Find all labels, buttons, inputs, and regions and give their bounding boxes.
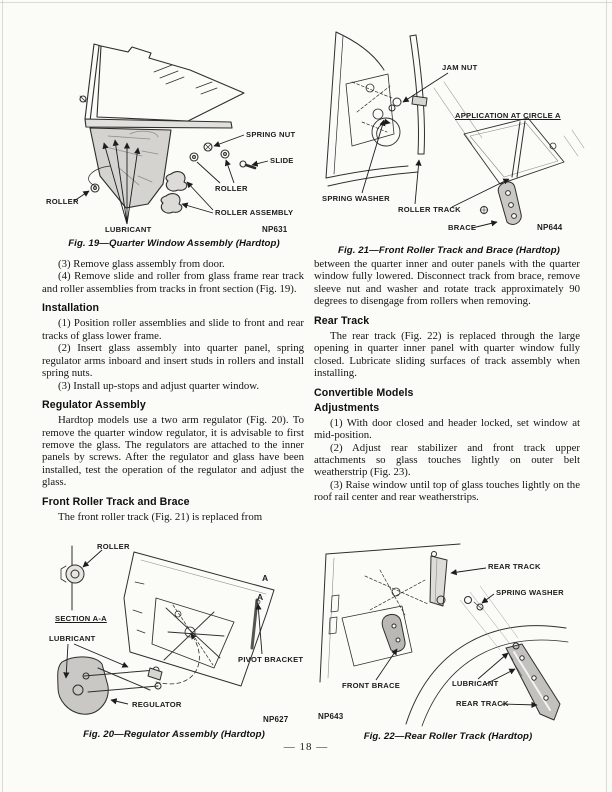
- figure-label: LUBRICANT: [105, 225, 152, 234]
- figure-label: ROLLER ASSEMBLY: [215, 208, 294, 217]
- paragraph: The front roller track (Fig. 21) is replaced from: [58, 510, 263, 523]
- figure-label: LUBRICANT: [49, 634, 96, 643]
- paragraph: (4) Remove slide and roller from glass frame rear track and roller assemblies from tracks in front section (Fig. 19).: [42, 270, 304, 295]
- figure-label: ROLLER: [97, 542, 130, 551]
- figure-label: PIVOT BRACKET: [238, 655, 304, 664]
- figure-label: REAR TRACK: [488, 562, 541, 571]
- paragraph: between the quarter inner and outer panels with the quarter window fully lowered. Disconnect track from brace, remove sleeve nut and washer and rotate track approximately 90 degrees to disengage from rollers when removing.: [314, 258, 580, 308]
- right-column: [314, 258, 580, 504]
- scan-edge-top: [0, 2, 612, 3]
- paragraph: (3) Install up-stops and adjust quarter window.: [58, 379, 260, 392]
- figure-label: ROLLER TRACK: [398, 205, 461, 214]
- paragraph: (2) Insert glass assembly into quarter panel, spring regulator arms inboard and insert studs in rollers and install spring nuts.: [42, 342, 304, 380]
- figure-label: FRONT BRACE: [342, 681, 401, 690]
- section-heading: Convertible Models: [314, 386, 414, 399]
- figure-20: [38, 540, 310, 742]
- paragraph: Hardtop models use a two arm regulator (Fig. 20). To remove the quarter window regulator, it is advisable to first remove the glass. The regulators are attached to the inner panels by screws. After the regulator and glass have been installed, test the operation of the regulator and adjust the glass.: [42, 414, 304, 489]
- figure-caption: Fig. 21—Front Roller Track and Brace (Hardtop): [338, 245, 560, 256]
- paragraph: (3) Raise window until top of glass touches lightly on the roof rail center and rear weatherstrips.: [314, 478, 580, 504]
- figure-label: SPRING WASHER: [496, 588, 564, 597]
- figure-code: NP643: [318, 712, 344, 721]
- figure-label: JAM NUT: [442, 63, 478, 72]
- scan-edge-left: [2, 0, 3, 792]
- figure-19: [38, 26, 310, 256]
- paragraph: (3) Remove glass assembly from door.: [58, 258, 225, 270]
- left-column: [42, 258, 304, 523]
- figure-label: LUBRICANT: [452, 679, 499, 688]
- scan-edge-right: [606, 0, 607, 792]
- figure-label: A: [257, 592, 264, 602]
- figure-label: REAR TRACK: [456, 699, 509, 708]
- figure-caption: Fig. 20—Regulator Assembly (Hardtop): [83, 729, 265, 740]
- figure-label: SLIDE: [270, 156, 294, 165]
- figure-label: BRACE: [448, 223, 477, 232]
- section-heading: Front Roller Track and Brace: [42, 495, 190, 508]
- paragraph: The rear track (Fig. 22) is replaced through the large opening in quarter inner panel with quarter window fully closed. Lubricate sliding surfaces of track assembly when installing.: [314, 329, 580, 380]
- figure-label: A: [262, 573, 269, 583]
- figure-caption: Fig. 19—Quarter Window Assembly (Hardtop): [68, 238, 280, 249]
- section-heading: Rear Track: [314, 314, 370, 327]
- paragraph: (1) With door closed and header locked, set window at mid-position.: [314, 416, 580, 442]
- paragraph: (1) Position roller assemblies and slide to front and rear tracks of glass lower frame.: [42, 317, 304, 342]
- section-heading: Installation: [42, 302, 100, 315]
- figure-caption: Fig. 22—Rear Roller Track (Hardtop): [363, 731, 533, 742]
- figure-label: SECTION A-A: [55, 614, 107, 623]
- figure-code: NP644: [537, 223, 563, 232]
- figure-22: [310, 540, 586, 742]
- figure-label: REGULATOR: [132, 700, 182, 709]
- figure-label: ROLLER: [215, 184, 248, 193]
- figure-code: NP631: [262, 225, 288, 234]
- section-heading: Adjustments: [314, 401, 380, 414]
- figure-code: NP627: [263, 715, 289, 724]
- page-number: — 18 —: [283, 741, 329, 753]
- figure-label: APPLICATION AT CIRCLE A: [455, 111, 561, 120]
- figure-label: SPRING NUT: [246, 130, 296, 139]
- figure-21: [312, 26, 586, 262]
- figure-label: ROLLER: [46, 197, 79, 206]
- fig22-drawing: [310, 540, 586, 730]
- paragraph: (2) Adjust rear stabilizer and front track upper attachments so glass touches lightly on outer belt weatherstrip (Fig. 23).: [314, 441, 580, 479]
- section-heading: Regulator Assembly: [42, 399, 146, 412]
- figure-label: SPRING WASHER: [322, 194, 390, 203]
